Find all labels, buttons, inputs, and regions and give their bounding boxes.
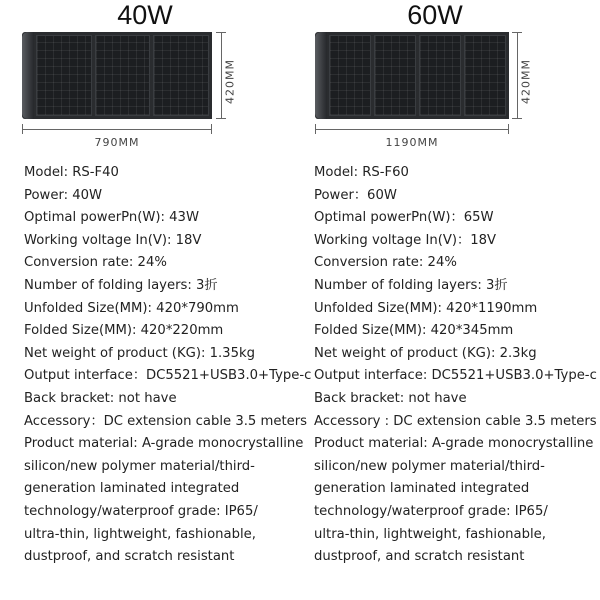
spec-row: Unfolded Size(MM): 420*1190mm (314, 300, 538, 316)
material-line: technology/waterproof grade: IP65/ (314, 503, 548, 519)
panel-cell (374, 35, 416, 116)
material-line: dustproof, and scratch resistant (24, 549, 235, 565)
product-title-60w: 60W (407, 0, 463, 30)
spec-row: Working voltage In(V): 18V (24, 232, 202, 248)
spec-row: Number of folding layers: 3折 (314, 277, 508, 293)
panel-cells (34, 32, 212, 119)
solar-panel-40w-image (22, 32, 212, 119)
panel-cell (36, 35, 92, 116)
height-dimension-label: 420MM (519, 59, 533, 104)
product-title-40w: 40W (117, 0, 173, 30)
width-dimension-label: 790MM (94, 136, 140, 149)
spec-row: Accessory : DC extension cable 3.5 meters (314, 413, 597, 429)
spec-row: Number of folding layers: 3折 (24, 277, 218, 293)
product-material-text (314, 433, 594, 569)
width-dimension-label: 1190MM (385, 136, 439, 149)
panel-cell (95, 35, 151, 116)
spec-row: Back bracket: not have (24, 390, 177, 406)
panel-cell (329, 35, 371, 116)
spec-row: Net weight of product (KG): 2.3kg (314, 345, 537, 361)
spec-row: Output interface: DC5521+USB3.0+Type-c (314, 368, 597, 384)
product-material-text (24, 433, 304, 569)
spec-row: Optimal powerPn(W): 43W (24, 210, 199, 226)
spec-row: Net weight of product (KG): 1.35kg (24, 345, 255, 361)
panel-cells (327, 32, 509, 119)
spec-row: Folded Size(MM): 420*220mm (24, 323, 224, 339)
spec-row: Conversion rate: 24% (24, 255, 167, 271)
material-line: generation laminated integrated (24, 481, 240, 497)
spec-row: Model: RS-F60 (314, 165, 409, 180)
material-line: silicon/new polymer material/third- (314, 458, 545, 474)
material-line: silicon/new polymer material/third- (24, 458, 255, 474)
spec-row: Unfolded Size(MM): 420*790mm (24, 300, 239, 316)
material-line: ultra-thin, lightweight, fashionable, (314, 526, 546, 542)
spec-list-60w (314, 162, 597, 569)
material-line: dustproof, and scratch resistant (314, 549, 525, 565)
spec-row: Model: RS-F40 (24, 165, 119, 180)
panel-fold-edge (315, 32, 327, 119)
width-dimension-line (22, 124, 212, 134)
spec-row: Working voltage In(V)：18V (314, 232, 496, 248)
spec-row: Folded Size(MM): 420*345mm (314, 323, 514, 339)
material-line: generation laminated integrated (314, 481, 530, 497)
panel-cell (419, 35, 461, 116)
spec-row: Optimal powerPn(W)：65W (314, 210, 494, 226)
material-line: ultra-thin, lightweight, fashionable, (24, 526, 256, 542)
spec-row: Power: 40W (24, 187, 103, 203)
spec-row: Output interface：DC5521+USB3.0+Type-c (24, 368, 312, 384)
spec-row: Accessory：DC extension cable 3.5 meters (24, 413, 308, 429)
spec-row: Conversion rate: 24% (314, 255, 457, 271)
solar-panel-60w-image (315, 32, 509, 119)
material-line: Product material: A-grade monocrystalline (314, 436, 594, 452)
width-dimension-line (315, 124, 509, 134)
panel-cell (153, 35, 209, 116)
product-60w-column (290, 0, 597, 600)
spec-row: Back bracket: not have (314, 390, 467, 406)
height-dimension-label: 420MM (223, 59, 237, 104)
panel-fold-edge (22, 32, 34, 119)
spec-list-40w (24, 162, 312, 569)
material-line: technology/waterproof grade: IP65/ (24, 503, 258, 519)
spec-row: Power：60W (314, 187, 397, 203)
panel-cell (464, 35, 506, 116)
material-line: Product material: A-grade monocrystalline (24, 436, 304, 452)
